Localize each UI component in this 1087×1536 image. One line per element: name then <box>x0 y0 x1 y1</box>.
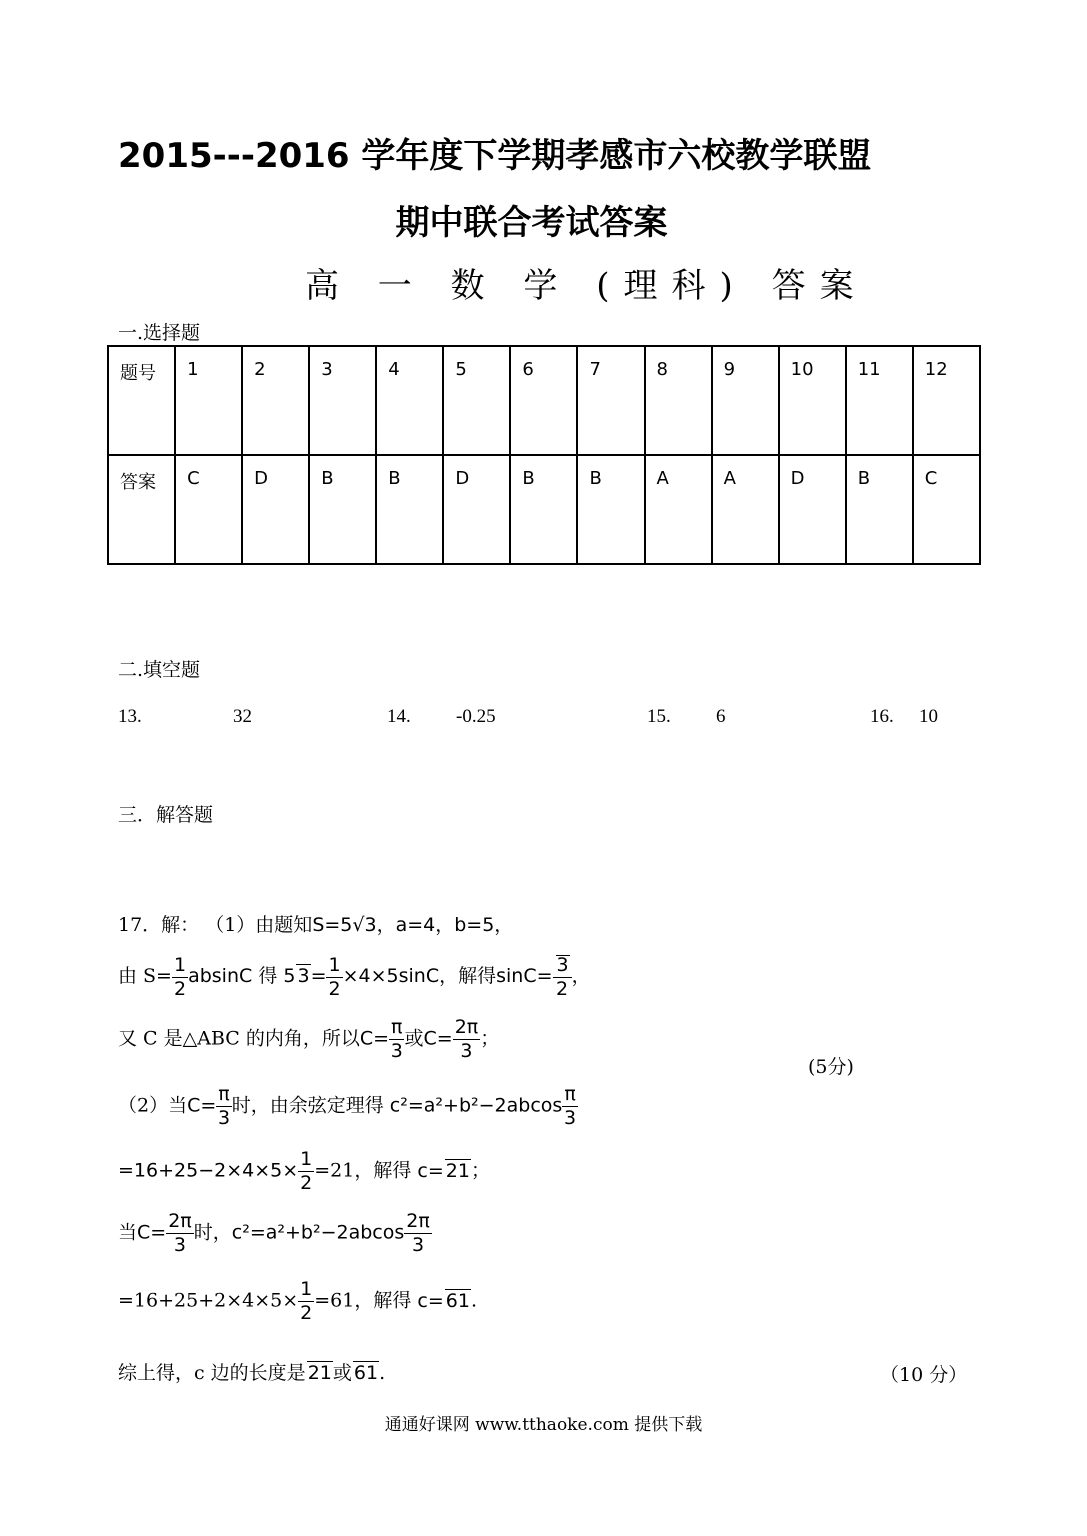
table-cell: 6 <box>510 346 577 455</box>
answer-table <box>107 345 981 565</box>
table-cell: D <box>443 455 510 564</box>
table-cell: A <box>712 455 779 564</box>
q17-part2-line-3: 当C= $\frac{2\pi}{3}$ 时，c²=a²+b²−2abcos $\frac{2\pi}{3}$ <box>118 1210 430 1256</box>
q17-line-1 <box>118 910 513 937</box>
q17-line-3: 又 C 是△ABC 的内角，所以C= $\frac{\pi}{3}$ 或C= $\frac{2\pi}{3}$ ； <box>118 1016 500 1062</box>
table-row <box>108 455 980 564</box>
fill-15-number: 15. <box>647 706 671 727</box>
table-cell: 8 <box>645 346 712 455</box>
q17-intro: 17．解： （1）由题知 <box>118 914 313 936</box>
fill-13-number: 13. <box>118 706 142 727</box>
section-2-heading: 二.填空题 <box>118 659 201 681</box>
table-cell: C <box>913 455 980 564</box>
table-row <box>108 346 980 455</box>
q17-given: S=5√3，a=4，b=5， <box>312 914 514 936</box>
q17-line-2: 由 S= $\frac{1}{2}$ absinC 得 5 3= $\frac{1}{2}$ ×4×5sinC，解得sinC= $\frac{3}{2}$ ， <box>118 953 591 1000</box>
fill-15-answer: 6 <box>716 706 726 727</box>
title-line-1: 2015---2016 学年度下学期孝感市六校教学联盟 <box>118 136 872 176</box>
table-cell: B <box>376 455 443 564</box>
table-cell: 4 <box>376 346 443 455</box>
table-cell: 7 <box>577 346 644 455</box>
fill-13-answer: 32 <box>233 706 252 727</box>
fill-14-answer: -0.25 <box>456 706 496 727</box>
title-line-3: 高 一 数 学 (理科) 答案 <box>305 266 868 306</box>
table-cell: 2 <box>242 346 309 455</box>
row-label-number: 题号 <box>108 346 175 455</box>
q17-part2-line-2: =16+25−2×4×5× $\frac{1}{2}$ =21，解得 c= 21； <box>118 1148 490 1194</box>
table-cell: A <box>645 455 712 564</box>
title-line-2: 期中联合考试答案 <box>395 203 668 243</box>
table-cell: D <box>242 455 309 564</box>
q17-part2-line-4: =16+25+2×4×5× $\frac{1}{2}$ =61，解得 c= 61. <box>118 1278 477 1324</box>
table-cell: 9 <box>712 346 779 455</box>
footer-text: 通通好课网 www.tthaoke.com 提供下载 <box>384 1415 703 1435</box>
fill-16-number: 16. <box>870 706 894 727</box>
q17-part2-line-1: （2）当C= $\frac{\pi}{3}$ 时，由余弦定理得 c²=a²+b²−2abcos $\frac{\pi}{3}$ <box>118 1083 577 1129</box>
table-cell: 1 <box>175 346 242 455</box>
q17-conclusion: 综上得，c 边的长度是 21或 61. <box>118 1362 386 1384</box>
table-cell: B <box>510 455 577 564</box>
table-cell: B <box>846 455 913 564</box>
table-cell: 5 <box>443 346 510 455</box>
row-label-answer: 答案 <box>108 455 175 564</box>
score-5: (5分) <box>808 1056 854 1078</box>
table-cell: 3 <box>309 346 376 455</box>
table-cell: 11 <box>846 346 913 455</box>
table-cell: 10 <box>779 346 846 455</box>
section-1-heading: 一.选择题 <box>118 322 201 344</box>
table-cell: B <box>577 455 644 564</box>
fill-16-answer: 10 <box>919 706 938 727</box>
fill-14-number: 14. <box>387 706 411 727</box>
table-cell: D <box>779 455 846 564</box>
table-cell: 12 <box>913 346 980 455</box>
table-cell: B <box>309 455 376 564</box>
score-10: （10 分） <box>880 1364 968 1386</box>
table-cell: C <box>175 455 242 564</box>
section-3-heading: 三．解答题 <box>118 804 214 826</box>
